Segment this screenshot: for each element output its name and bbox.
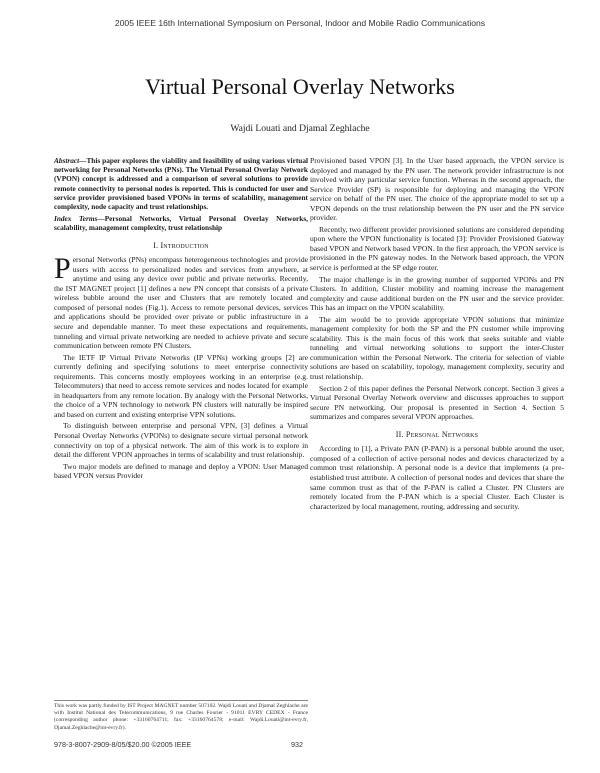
section-2-number: II. bbox=[395, 429, 404, 439]
right-paragraph-3: The major challenge is in the growing number of supported VPONs and PN Clusters. In addition, Cluster mobility and roaming increase the management complexity and cause additional burden on the PN user and the service provider. This has an impact on the VPON scalability. bbox=[310, 274, 564, 313]
left-column bbox=[54, 156, 308, 483]
abstract bbox=[54, 156, 308, 211]
section-1-heading bbox=[54, 241, 308, 251]
intro-paragraph-4: Two major models are defined to manage and deploy a VPON: User Managed based VPON versus Provider bbox=[54, 461, 308, 481]
right-paragraph-6: According to [1], a Private PAN (P-PAN) is a personal bubble around the user, composed of a collection of active personal nodes and devices characterized by a common trust relationship. A personal node is a device that implements (a pre-established trust attribute. A collection of personal nodes and devices that share the same common trust as that of the P-PAN is called a Cluster. PN Clusters are remotely located from the P-PAN which is a special Cluster. Each Cluster is characterized by local management, routing, addressing and security. bbox=[310, 444, 564, 511]
index-terms bbox=[54, 214, 308, 232]
paper-title: Virtual Personal Overlay Networks bbox=[145, 74, 455, 99]
intro-paragraph-3: To distinguish between enterprise and personal VPN, [3] defines a Virtual Personal Overlay Networks (VPONs) to designate secure virtual personal network connectivity on top of a physical network. The aim of this work is to explore in detail the different VPON approaches in terms of scalability and trust relationship. bbox=[54, 421, 308, 460]
right-paragraph-5: Section 2 of this paper defines the Personal Network concept. Section 3 gives a Virtual Personal Overlay Network overview and discusses approaches to support secure PN networking. Our proposal is presented in Section 4. Section 5 summarizes and compares several VPON approaches. bbox=[310, 383, 564, 422]
section-2-title: Personal Networks bbox=[405, 429, 479, 439]
paper-authors: Wajdi Louati and Djamal Zeghlache bbox=[230, 123, 370, 134]
page-number: 932 bbox=[291, 740, 303, 749]
section-1-number: I. bbox=[153, 240, 159, 250]
abstract-text: —This paper explores the viability and feasibility of using various virtual networking for Personal Networks (PNs). The Virtual Personal Overlay Network (VPON) concept is addressed and a comparison of several solutions to provide remote connectivity to personal nodes is reported. This is conducted for user and service provider provisioned based VPONs in terms of scalability, management complexity, node capacity and trust relationships. bbox=[54, 156, 308, 212]
footer-isbn: 978-3-8007-2909-8/05/$20.00 ©2005 IEEE bbox=[54, 740, 192, 749]
intro-paragraph-1-text: ersonal Networks (PNs) encompass heterogeneous technologies and provide users with access to personalized nodes and services from anywhere, at anytime and using any device over public and private networks. Recently, the IST MAGNET project [1] defines a new PN concept that consists of a private wireless bubble around the user and Clusters that are remotely located and composed of personal nodes (Fig.1). Access to remote personal devices, services and applications should be provided over private or public infrastructure in a secure and dependable manner. To meet these expectations and requirements, tunneling and virtual private networking are needed to achieve private and secure communication between remote PN Clusters. bbox=[54, 255, 308, 351]
index-terms-text: —Personal Networks, Virtual Personal Overlay Networks, scalability, management complexity, trust relationship bbox=[54, 214, 308, 233]
right-paragraph-4: The aim would be to provide appropriate VPON solutions that minimize management complexity for both the SP and the PN customer while improving scalability. This is the main focus of this work that seeks suitable and viable tunneling and virtual networking solutions to support the inter-Cluster communication within the Personal Network. The criteria for selection of viable solutions are based on scalability, topology, management complexity, security and trust relationship. bbox=[310, 314, 564, 382]
intro-paragraph-1 bbox=[54, 252, 308, 351]
footnote: This work was partly funded by IST Project MAGNET number 507102. Wajdi Louati and Djamal Zeghlache are with Institut National des Telecommunications, 9 rue Charles Fourier - 91011 EVRY CEDEX - France (corresponding author phone: +33160764711; fax: +33160764578; e-mail: Wajdi.Louati@int-evry.fr, Djamal.Zeghlache@int-evry.fr). bbox=[54, 700, 308, 732]
abstract-label: Abstract bbox=[54, 156, 80, 165]
drop-cap: P bbox=[54, 252, 71, 286]
right-paragraph-1: Provisioned based VPON [3]. In the User based approach, the VPON service is deployed and managed by the PN user. The network provider infrastructure is not involved with any particular service function. Whereas in the second approach, the Service Provider (SP) is responsible for deploying and managing the VPON service on behalf of the PN user. The choice of the appropriate model to set up a VPON depends on the trust relationship between the PN user and the PN service provider. bbox=[310, 156, 564, 223]
conference-header: 2005 IEEE 16th International Symposium on Personal, Indoor and Mobile Radio Communications bbox=[114, 18, 486, 28]
index-terms-label: Index Terms bbox=[54, 214, 98, 224]
section-1-title: Introduction bbox=[160, 240, 209, 250]
right-paragraph-2: Recently, two different provider provisioned solutions are considered depending upon where the VPON functionality is located [3]: Provider Provisioned Gateway based VPON and Network based VPON. In the first approach, the VPON service is provisioned in the PN gateway nodes. In the Network based approach, the VPON service is performed at the SP edge router. bbox=[310, 224, 564, 273]
section-2-heading bbox=[310, 430, 564, 440]
right-column bbox=[310, 156, 564, 513]
intro-paragraph-2: The IETF IP Virtual Private Networks (IP VPNs) working groups [2] are currently defining and specifying solutions to meet enterprise connectivity requirements. This concerns mostly employees working in an enterprise (e.g. Telecommuters) that need to access remote services and nodes located for example in headquarters from any remote location. By analogy with the Personal Networks, the choice of a VPN technology to network PN clusters will naturally be inspired and based on current and existing enterprise VPN solutions. bbox=[54, 352, 308, 419]
